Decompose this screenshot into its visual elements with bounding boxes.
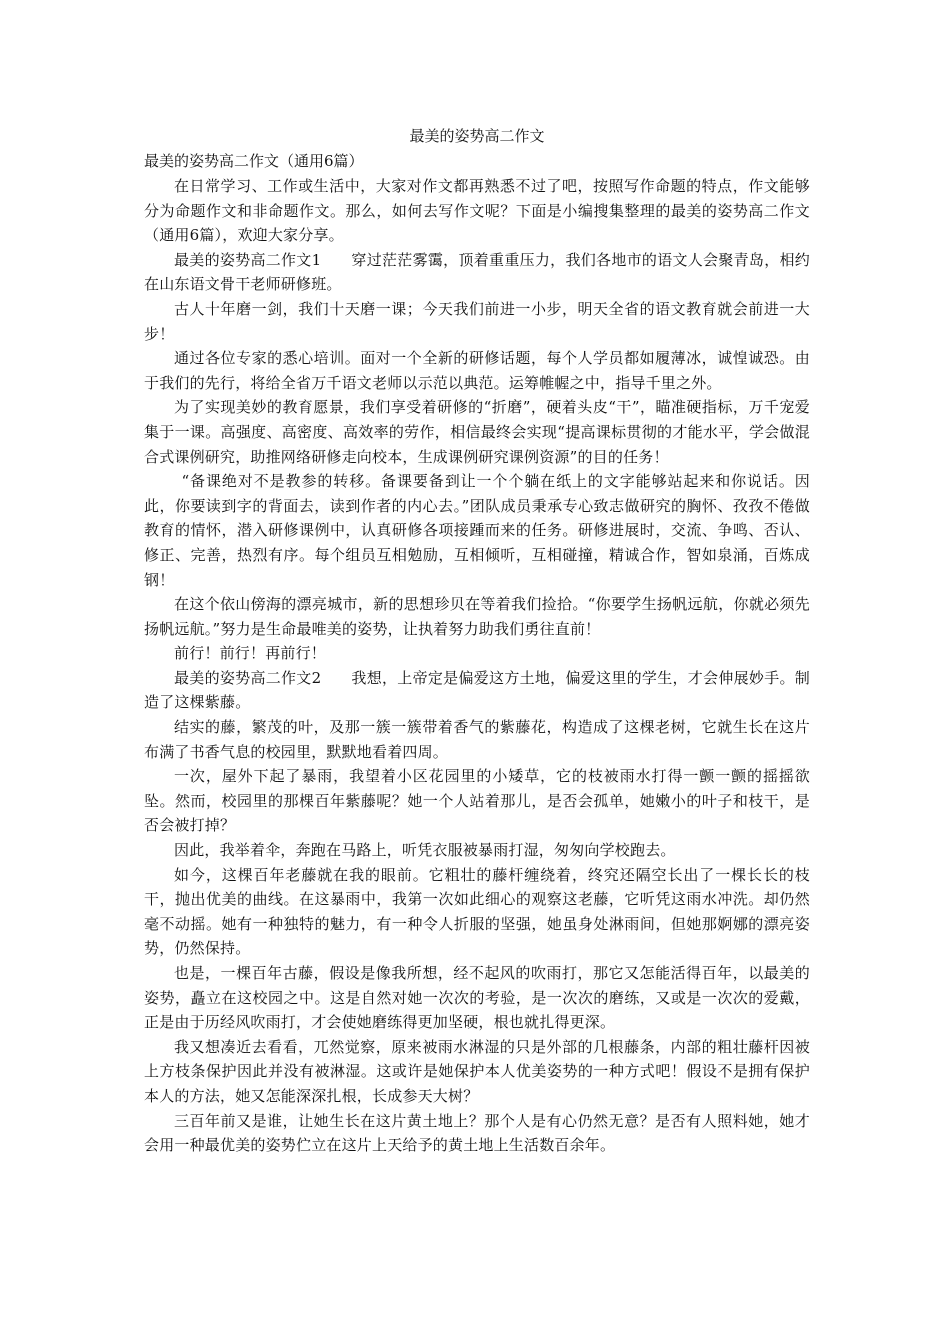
document-page [144, 124, 810, 1158]
paragraph: 在这个依山傍海的漂亮城市，新的思想珍贝在等着我们捡拾。“你要学生扬帆远航，你就必须先扬帆远航。”努力是生命最唯美的姿势，让执着努力助我们勇往直前！ [144, 595, 810, 638]
paragraph: 我又想凑近去看看，兀然觉察，原来被雨水淋湿的只是外部的几根藤条，内部的粗壮藤杆因被上方枝条保护因此并没有被淋湿。这或许是她保护本人优美姿势的一种方式吧！假设不是拥有保护本人的方法，她又怎能深深扎根，长成参天大树？ [144, 1037, 810, 1105]
paragraph: “备课绝对不是教参的转移。备课要备到让一个个躺在纸上的文字能够站起来和你说话。因此，你要读到字的背面去，读到作者的内心去。”团队成员秉承专心致志做研究的胸怀、孜孜不倦做教育的情怀，潜入研修课例中，认真研修各项接踵而来的任务。研修进展时，交流、争鸣、否认、修正、完善，热烈有序。每个组员互相勉励，互相倾听，互相碰撞，精诚合作，智如泉涌，百炼成钢！ [144, 472, 810, 589]
paragraph: 古人十年磨一剑，我们十天磨一课；今天我们前进一小步，明天全省的语文教育就会前进一大步！ [144, 299, 810, 343]
intro-paragraph: 在日常学习、工作或生活中，大家对作文都再熟悉不过了吧，按照写作命题的特点，作文能够分为命题作文和非命题作文。那么，如何去写作文呢？下面是小编搜集整理的最美的姿势高二作文（通用6篇），欢迎大家分享。 [144, 177, 810, 245]
essay-1-opening [144, 248, 810, 297]
paragraph: 三百年前又是谁，让她生长在这片黄土地上？那个人是有心仍然无意？是否有人照料她，她才会用一种最优美的姿势伫立在这片上天给予的黄土地上生活数百余年。 [144, 1111, 810, 1155]
paragraph: 一次，屋外下起了暴雨，我望着小区花园里的小矮草，它的枝被雨水打得一颤一颤的摇摇欲坠。然而，校园里的那棵百年紫藤呢？她一个人站着那儿，是否会孤单，她嫩小的叶子和枝干，是否会被打掉？ [144, 767, 810, 835]
paragraph: 通过各位专家的悉心培训。面对一个全新的研修话题，每个人学员都如履薄冰，诚惶诚恐。由于我们的先行，将给全省万千语文老师以示范以典范。运筹帷幄之中，指导千里之外。 [144, 349, 810, 392]
paragraph: 因此，我举着伞，奔跑在马路上，听凭衣服被暴雨打湿，匆匆向学校跑去。 [174, 841, 676, 860]
paragraph: 前行！前行！再前行！ [174, 644, 327, 663]
essay-2-text: 我想，上帝定是偏爱这方土地，偏爱这里的学生，才会伸展妙手。制造了这棵紫藤。 [144, 668, 810, 712]
paragraph: 也是，一棵百年古藤，假设是像我所想，经不起风的吹雨打，那它又怎能活得百年，以最美的姿势，矗立在这校园之中。这是自然对她一次次的考验，是一次次的磨练，又或是一次次的爱戴，正是由于历经风吹雨打，才会使她磨练得更加坚硬，根也就扎得更深。 [144, 964, 810, 1032]
paragraph: 如今，这棵百年老藤就在我的眼前。它粗壮的藤杆缠绕着，终究还隔空长出了一棵长长的枝干，抛出优美的曲线。在这暴雨中，我第一次如此细心的观察这老藤，它听凭这雨水冲洗。却仍然毫不动摇。她有一种独特的魅力，有一种令人折服的坚强，她虽身处淋雨间，但她那婀娜的漂亮姿势，仍然保持。 [144, 865, 810, 958]
essay-1-text: 穿过茫茫雾霭，顶着重重压力，我们各地市的语文人会聚青岛，相约在山东语文骨干老师研修班。 [144, 250, 810, 294]
essay-2-opening [144, 666, 810, 715]
document-title: 最美的姿势高二作文 [409, 127, 545, 145]
paragraph: 结实的藤，繁茂的叶，及那一簇一簇带着香气的紫藤花，构造成了这棵老树，它就生长在这片布满了书香气息的校园里，默默地看着四周。 [144, 718, 810, 761]
essay-2-heading: 最美的姿势高二作文2 [174, 668, 322, 687]
paragraph: 为了实现美妙的教育愿景，我们享受着研修的“折磨”，硬着头皮“干”，瞄准硬指标，万千宠爱集于一课。高强度、高密度、高效率的劳作，相信最终会实现“提高课标贯彻的才能水平，学会做混合式课例研究，助推网络研修走向校本，生成课例研究课例资源”的目的任务！ [144, 398, 810, 466]
essay-1-heading: 最美的姿势高二作文1 [174, 250, 322, 269]
document-subtitle: 最美的姿势高二作文（通用6篇） [144, 152, 364, 170]
